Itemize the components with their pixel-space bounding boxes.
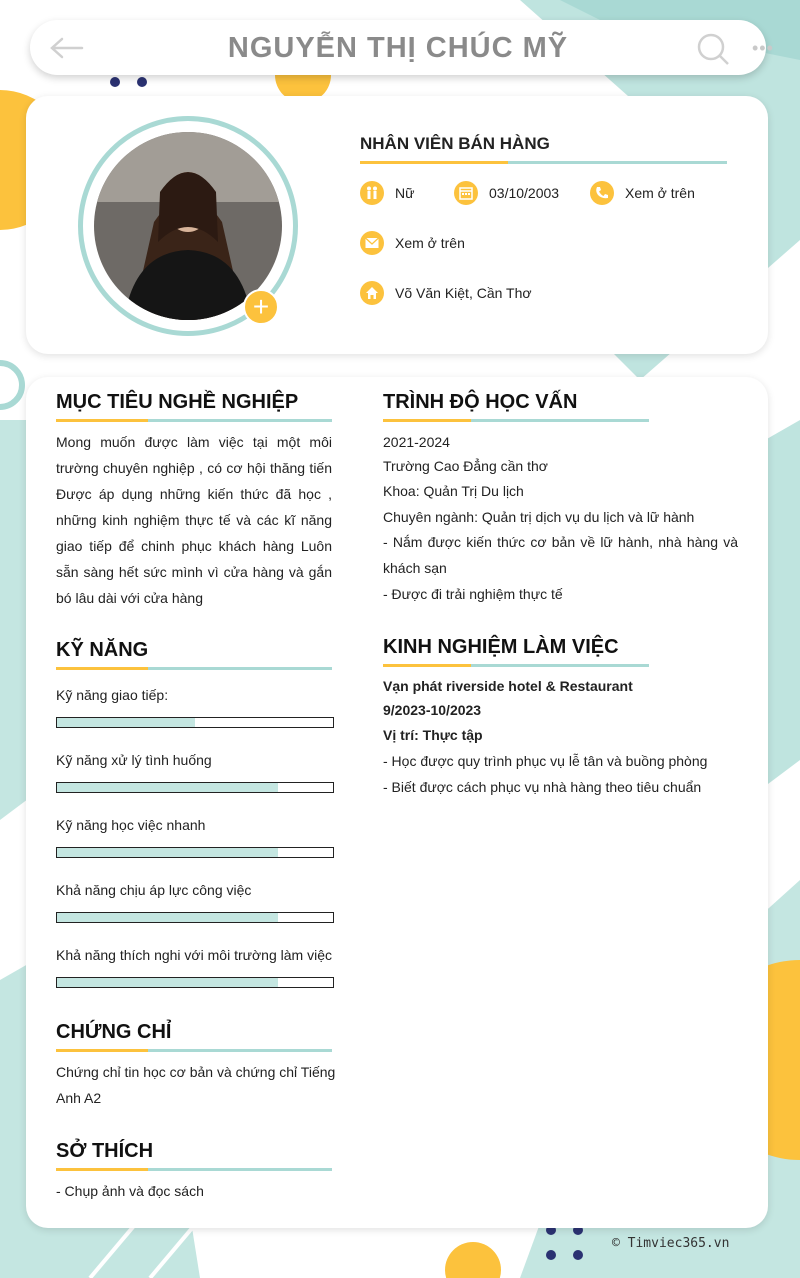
experience-duty-1: - Học được quy trình phục vụ lễ tân và buồng phòng [383, 753, 708, 769]
education-faculty: Khoa: Quản Trị Du lịch [383, 483, 524, 499]
calendar-icon [454, 181, 478, 205]
address-value: Võ Văn Kiệt, Cần Thơ [395, 285, 532, 301]
certificates-title: CHỨNG CHỈ [56, 1021, 172, 1043]
skill-label: Kỹ năng học việc nhanh [56, 817, 206, 833]
experience-company: Vạn phát riverside hotel & Restaurant [383, 678, 633, 694]
hobbies-title: SỞ THÍCH [56, 1140, 154, 1162]
skill-level-bar [56, 847, 334, 858]
plus-icon: + [252, 291, 270, 322]
objective-underline [56, 419, 332, 422]
birthday-value: 03/10/2003 [489, 185, 560, 201]
gender-value: Nữ [395, 185, 415, 201]
email-value: Xem ở trên [395, 235, 465, 251]
add-photo-button[interactable] [243, 289, 279, 325]
home-icon [360, 281, 384, 305]
skill-level-fill [57, 848, 278, 857]
main-card [26, 377, 768, 1228]
hobbies-underline [56, 1168, 332, 1171]
skill-level-fill [57, 978, 278, 987]
skill-label: Khả năng chịu áp lực công việc [56, 882, 252, 898]
education-title: TRÌNH ĐỘ HỌC VẤN [383, 391, 578, 413]
education-note-2: - Được đi trải nghiệm thực tế [383, 586, 563, 602]
phone-value: Xem ở trên [625, 185, 695, 201]
email-icon [360, 231, 384, 255]
experience-underline [383, 664, 649, 667]
skill-level-bar [56, 912, 334, 923]
hobbies-text: - Chụp ảnh và đọc sách [56, 1183, 204, 1199]
skill-level-fill [57, 718, 195, 727]
phone-icon [590, 181, 614, 205]
certificates-underline [56, 1049, 332, 1052]
skill-label: Khả năng thích nghi với môi trường làm việc [56, 947, 332, 963]
skill-level-bar [56, 782, 334, 793]
education-period: 2021-2024 [383, 434, 450, 450]
objective-text: Mong muốn được làm việc tại một môi trường chuyên nghiệp , có cơ hội thăng tiến Được áp dụng những kiến thức đã học , những kinh nghiệm thực tế và các kĩ năng giao tiếp để chinh phục khách hàng Luôn sẵn sàng hết sức mình vì cửa hàng và gắn bó lâu dài với cửa hàng [56, 434, 332, 606]
skill-level-fill [57, 913, 278, 922]
education-major: Chuyên ngành: Quản trị dịch vụ du lịch và lữ hành [383, 509, 695, 525]
objective-title: MỤC TIÊU NGHỀ NGHIỆP [56, 391, 299, 413]
gender-icon [360, 181, 384, 205]
education-underline [383, 419, 649, 422]
job-title: NHÂN VIÊN BÁN HÀNG [360, 134, 550, 153]
skills-title: KỸ NĂNG [56, 639, 149, 661]
skills-underline [56, 667, 332, 670]
more-icon[interactable]: ••• [752, 38, 774, 58]
profile-card [26, 96, 768, 354]
experience-title: KINH NGHIỆM LÀM VIỆC [383, 636, 619, 658]
top-bar [30, 20, 774, 75]
education-school: Trường Cao Đẳng cần thơ [383, 458, 548, 474]
phone-row [590, 180, 695, 206]
skill-level-fill [57, 783, 278, 792]
skill-label: Kỹ năng giao tiếp: [56, 687, 169, 703]
birthday-row [454, 180, 559, 206]
skill-label: Kỹ năng xử lý tình huống [56, 752, 212, 768]
certificates-text: Chứng chỉ tin học cơ bản và chứng chỉ Tiếng Anh A2 [56, 1064, 336, 1106]
address-row [360, 280, 532, 306]
education-note-1: - Nắm được kiến thức cơ bản về lữ hành, nhà hàng và khách sạn [383, 534, 738, 576]
experience-position: Vị trí: Thực tập [383, 727, 483, 743]
search-icon[interactable] [696, 32, 730, 66]
page-title: NGUYỄN THỊ CHÚC MỸ [227, 32, 569, 64]
skill-level-bar [56, 717, 334, 728]
email-row [360, 230, 465, 256]
footer-watermark: © Timviec365.vn [612, 1236, 730, 1251]
job-title-underline [360, 161, 727, 164]
skill-level-bar [56, 977, 334, 988]
gender-row [360, 180, 414, 206]
experience-duty-2: - Biết được cách phục vụ nhà hàng theo tiêu chuẩn [383, 779, 702, 795]
experience-period: 9/2023-10/2023 [383, 702, 482, 718]
